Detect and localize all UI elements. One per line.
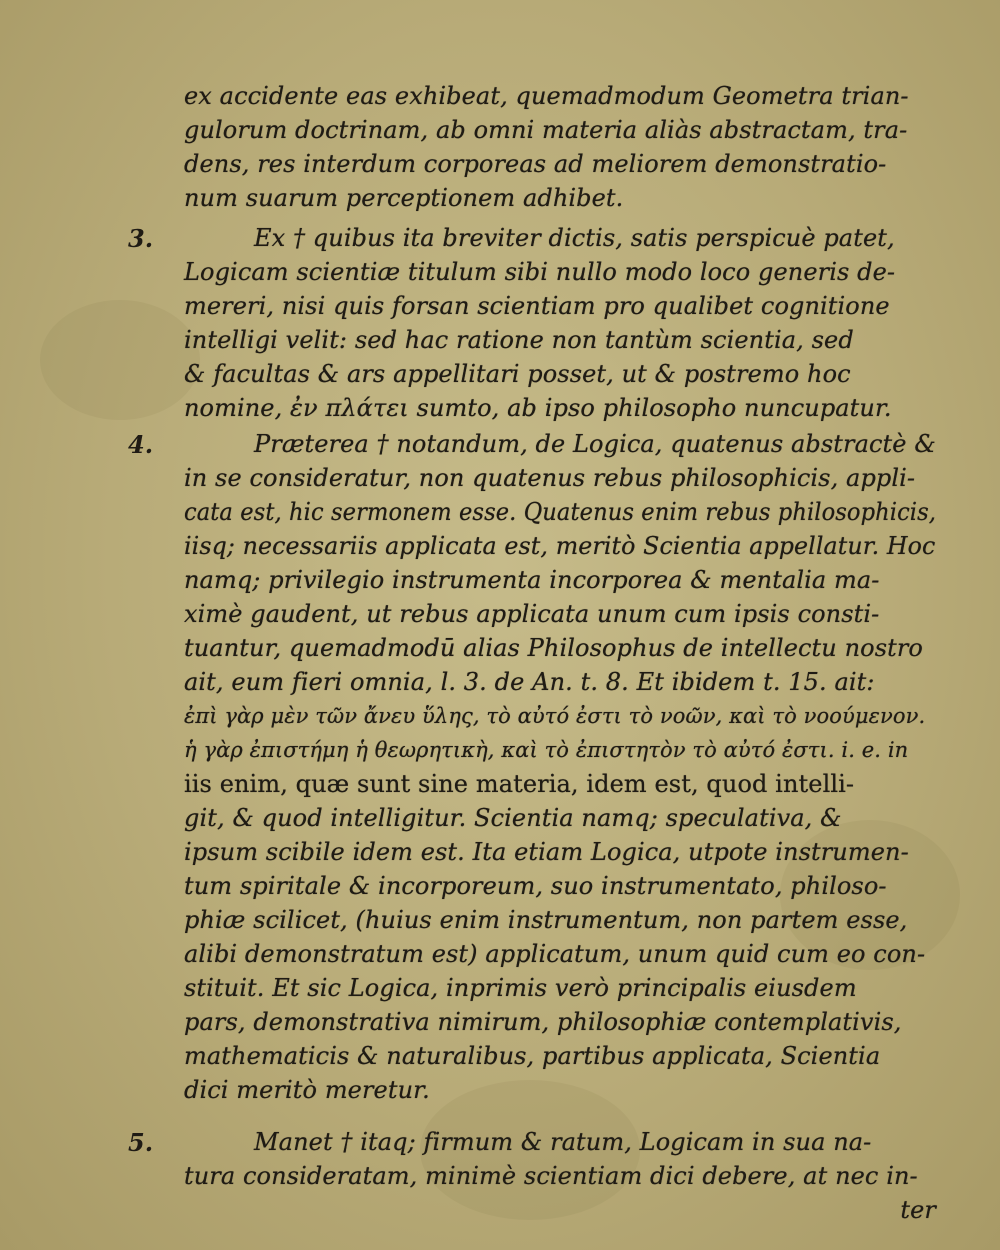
text-line: tura consideratam, minimè scientiam dici debere, at nec in- (184, 1162, 918, 1190)
text-line: git, & quod intelligitur. Scientia namq; speculativa, & (184, 804, 842, 832)
text-line: ait, eum fieri omnia, l. 3. de An. t. 8. Et ibidem t. 15. ait: (184, 668, 875, 696)
text-line: dici meritò meretur. (184, 1076, 430, 1104)
text-line: alibi demonstratum est) applicatum, unum quid cum eo con- (184, 940, 926, 968)
text-line: ex accidente eas exhibeat, quemadmodum Geometra trian- (184, 82, 909, 110)
text-line: ximè gaudent, ut rebus applicata unum cum ipsis consti- (184, 600, 880, 628)
text-line: Præterea † notandum, de Logica, quatenus abstractè & (254, 430, 936, 458)
greek-line: ἡ γὰρ ἐπιστήμη ἡ θεωρητικὴ, καὶ τὸ ἐπιστητὸν τὸ αὐτό ἐστι. i. e. in (184, 738, 909, 762)
margin-number: 3. (128, 224, 154, 253)
text-line: & facultas & ars appellitari posset, ut & postremo hoc (184, 360, 851, 388)
text-line: Ex † quibus ita breviter dictis, satis perspicuè patet, (254, 224, 895, 252)
text-line: mereri, nisi quis forsan scientiam pro qualibet cognitione (184, 292, 890, 320)
text-line: intelligi velit: sed hac ratione non tantùm scientia, sed (184, 326, 854, 354)
text-line: ipsum scibile idem est. Ita etiam Logica, utpote instrumen- (184, 838, 909, 866)
text-line: in se consideratur, non quatenus rebus philosophicis, appli- (184, 464, 916, 492)
margin-number: 4. (128, 430, 154, 459)
text-line: nomine, ἐν πλάτει sumto, ab ipso philosopho nuncupatur. (184, 394, 892, 422)
greek-line: ἐπὶ γὰρ μὲν τῶν ἄνευ ὕλης, τὸ αὐτό ἐστι τὸ νοῶν, καὶ τὸ νοούμενον. (184, 704, 926, 728)
text-line: dens, res interdum corporeas ad meliorem demonstratio- (184, 150, 887, 178)
catchword: ter (900, 1196, 936, 1224)
text-line: cata est, hic sermonem esse. Quatenus enim rebus philosophicis, (184, 498, 937, 526)
text-line: stituit. Et sic Logica, inprimis verò principalis eiusdem (184, 974, 857, 1002)
text-line: pars, demonstrativa nimirum, philosophiæ contemplativis, (184, 1008, 902, 1036)
text-line: Manet † itaq; firmum & ratum, Logicam in sua na- (254, 1128, 872, 1156)
text-line: tum spiritale & incorporeum, suo instrumentato, philoso- (184, 872, 887, 900)
text-line: num suarum perceptionem adhibet. (184, 184, 624, 212)
text-line: iis enim, quæ sunt sine materia, idem est, quod intelli- (184, 770, 855, 798)
text-line: namq; privilegio instrumenta incorporea & mentalia ma- (184, 566, 880, 594)
text-line: tuantur, quemadmodū alias Philosophus de intellectu nostro (184, 634, 923, 662)
margin-number: 5. (128, 1128, 154, 1157)
text-line: phiæ scilicet, (huius enim instrumentum, non partem esse, (184, 906, 908, 934)
paper-stain (40, 300, 200, 420)
text-line: iisq; necessariis applicata est, meritò Scientia appellatur. Hoc (184, 532, 936, 560)
text-line: mathematicis & naturalibus, partibus applicata, Scientia (184, 1042, 881, 1070)
text-line: Logicam scientiæ titulum sibi nullo modo loco generis de- (184, 258, 896, 286)
text-line: gulorum doctrinam, ab omni materia aliàs abstractam, tra- (184, 116, 908, 144)
